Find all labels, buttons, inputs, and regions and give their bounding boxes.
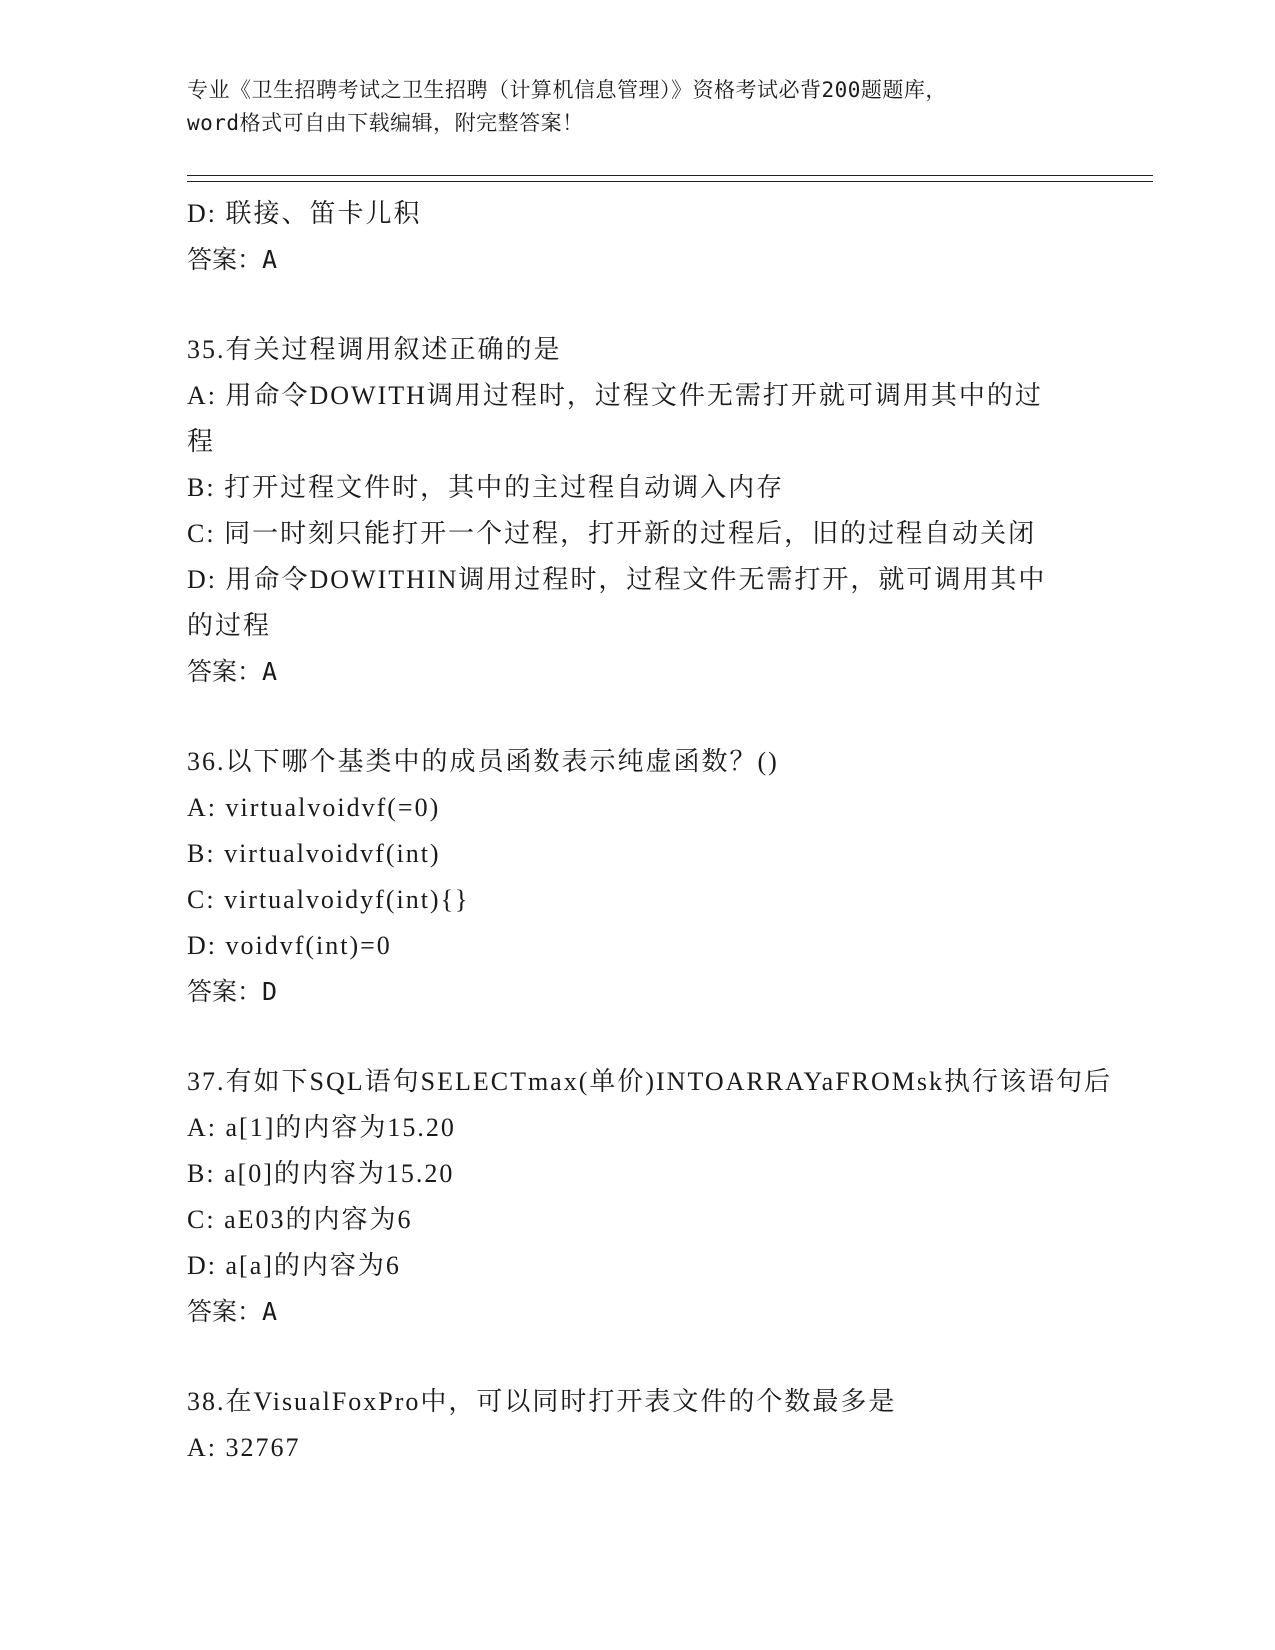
- question-37: [187, 1059, 1113, 1335]
- option-b: B: virtualvoidvf(int): [187, 839, 441, 868]
- header-line-1: 专业《卫生招聘考试之卫生招聘（计算机信息管理）》资格考试必背200题题库，: [187, 78, 947, 102]
- option-d: D: voidvf(int)=0: [187, 931, 392, 960]
- question-38: [187, 1379, 1087, 1471]
- option-a-continued: 程: [187, 427, 216, 456]
- option-c: C: aE03的内容为6: [187, 1205, 413, 1234]
- header-divider-bottom: [187, 181, 1153, 182]
- answer-label: 答案：D: [187, 977, 278, 1006]
- question-36: [187, 739, 1087, 1015]
- question-34-tail: [187, 191, 1087, 283]
- question-stem: 36.以下哪个基类中的成员函数表示纯虚函数？(): [187, 747, 779, 776]
- answer-label: 答案：A: [187, 1297, 278, 1326]
- option-a: A: 用命令DOWITH调用过程时，过程文件无需打开就可调用其中的过: [187, 381, 1043, 410]
- header-line-2: word格式可自由下载编辑，附完整答案！: [187, 111, 584, 135]
- question-stem: 38.在VisualFoxPro中，可以同时打开表文件的个数最多是: [187, 1387, 897, 1416]
- header-divider-top: [187, 175, 1153, 176]
- question-stem: 37.有如下SQL语句SELECTmax(单价)INTOARRAYaFROMsk执行该语句后: [187, 1067, 1113, 1096]
- option-a: A: a[1]的内容为15.20: [187, 1113, 456, 1142]
- option-c: C: virtualvoidyf(int){}: [187, 885, 470, 914]
- option-d-continued: 的过程: [187, 611, 272, 640]
- question-list: [187, 191, 1113, 1471]
- option-b: B: a[0]的内容为15.20: [187, 1159, 455, 1188]
- document-header: [187, 74, 1087, 140]
- option-b: B: 打开过程文件时，其中的主过程自动调入内存: [187, 473, 785, 502]
- option-a: A: 32767: [187, 1433, 301, 1462]
- option-a: A: virtualvoidvf(=0): [187, 793, 441, 822]
- option-d: D: a[a]的内容为6: [187, 1251, 401, 1280]
- question-stem: 35.有关过程调用叙述正确的是: [187, 335, 562, 364]
- option-d: D: 用命令DOWITHIN调用过程时，过程文件无需打开，就可调用其中: [187, 565, 1047, 594]
- option-d: D: 联接、笛卡儿积: [187, 199, 422, 228]
- option-c: C: 同一时刻只能打开一个过程，打开新的过程后，旧的过程自动关闭: [187, 519, 1037, 548]
- answer-label: 答案：A: [187, 657, 278, 686]
- question-35: [187, 327, 1087, 695]
- answer-label: 答案：A: [187, 245, 278, 274]
